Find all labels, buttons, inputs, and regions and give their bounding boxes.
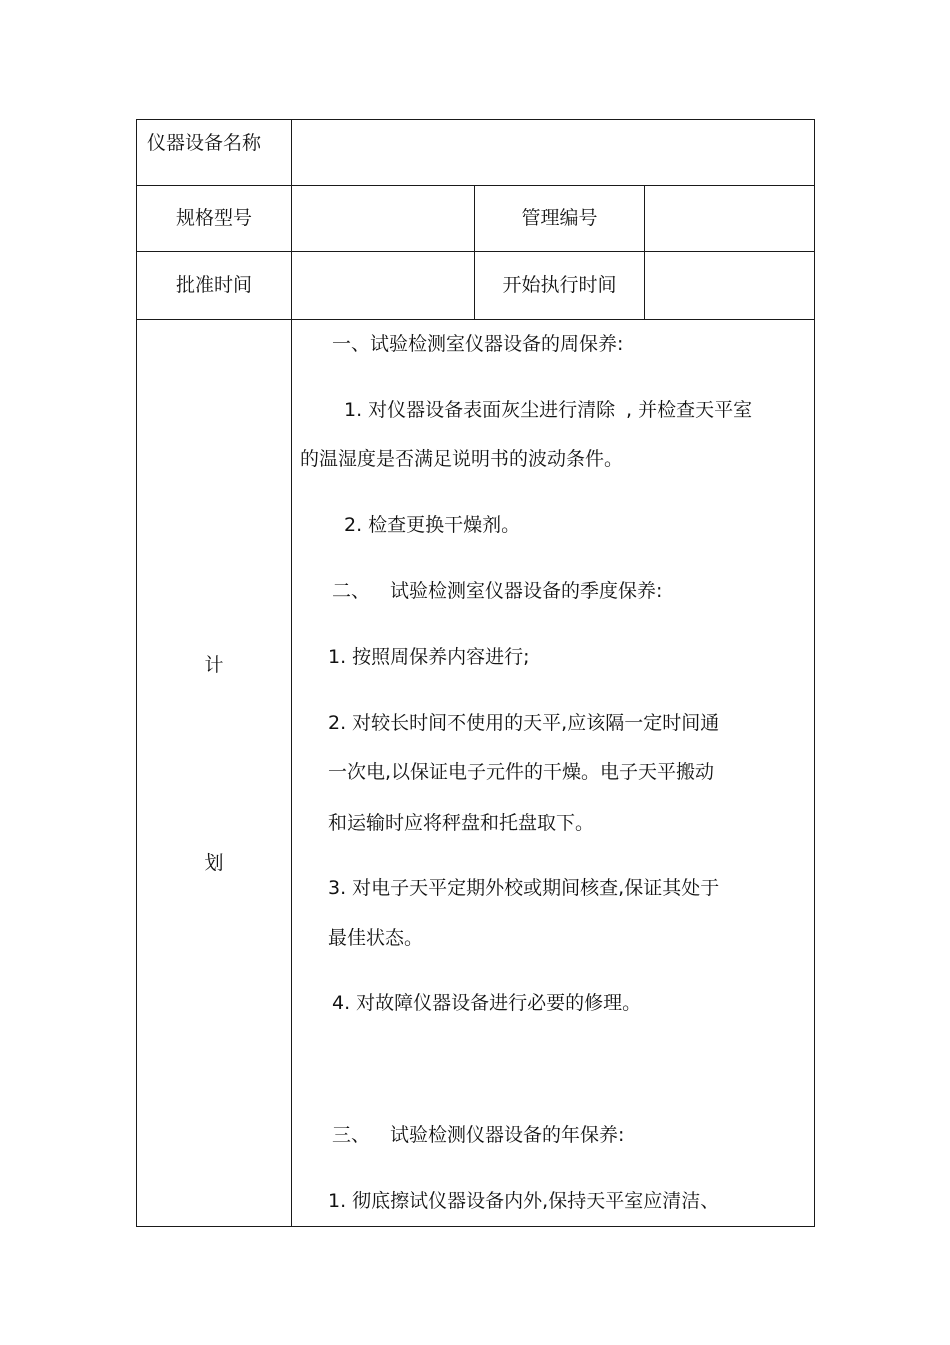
start-time-label: 开始执行时间 (475, 252, 645, 320)
equipment-name-label: 仪器设备名称 (147, 132, 262, 154)
row-plan (137, 320, 815, 1227)
s1-item2: 2. 检查更换干燥剂。 (344, 514, 521, 536)
s1-item1-line1: 1. 对仪器设备表面灰尘进行清除 (344, 399, 616, 421)
s1-item1-line1b: , 并检查天平室 (626, 399, 753, 421)
row-spec-model (137, 186, 815, 252)
start-time-value[interactable] (645, 252, 815, 320)
section2-title-num: 二、 (332, 580, 371, 602)
approval-time-value[interactable] (292, 252, 475, 320)
equipment-name-label-cell (137, 120, 292, 186)
s2-item3-line1: 3. 对电子天平定期外校或期间核查,保证其处于 (328, 877, 720, 899)
plan-label-char-1: 计 (204, 654, 224, 676)
section1-title: 一、试验检测室仪器设备的周保养: (332, 333, 624, 355)
equipment-name-value[interactable] (292, 120, 815, 186)
s2-item4: 4. 对故障仪器设备进行必要的修理。 (332, 992, 642, 1014)
s2-item2-line2: 一次电,以保证电子元件的干燥。电子天平搬动 (328, 761, 715, 783)
equipment-maintenance-form (136, 119, 815, 1227)
section3-title-text: 试验检测仪器设备的年保养: (390, 1124, 625, 1146)
approval-time-label: 批准时间 (137, 252, 292, 320)
s3-item1-line1: 1. 彻底擦试仪器设备内外,保持天平室应清洁、 (328, 1190, 720, 1212)
s2-item2-line3: 和运输时应将秤盘和托盘取下。 (328, 812, 595, 834)
spec-model-label: 规格型号 (137, 186, 292, 252)
s2-item2-line1: 2. 对较长时间不使用的天平,应该隔一定时间通 (328, 712, 720, 734)
row-equipment-name (137, 120, 815, 186)
plan-content-cell (292, 320, 815, 1227)
section2-title-text: 试验检测室仪器设备的季度保养: (390, 580, 663, 602)
s2-item3-line2: 最佳状态。 (328, 927, 424, 949)
plan-content (292, 320, 814, 1226)
management-no-value[interactable] (645, 186, 815, 252)
plan-label-cell (137, 320, 292, 1227)
management-no-label: 管理编号 (475, 186, 645, 252)
spec-model-value[interactable] (292, 186, 475, 252)
plan-label-char-2: 划 (204, 852, 224, 874)
row-approval-time (137, 252, 815, 320)
s1-item1-line2: 的温湿度是否满足说明书的波动条件。 (300, 448, 624, 470)
s2-item1: 1. 按照周保养内容进行; (328, 646, 530, 668)
section3-title-num: 三、 (332, 1124, 371, 1146)
